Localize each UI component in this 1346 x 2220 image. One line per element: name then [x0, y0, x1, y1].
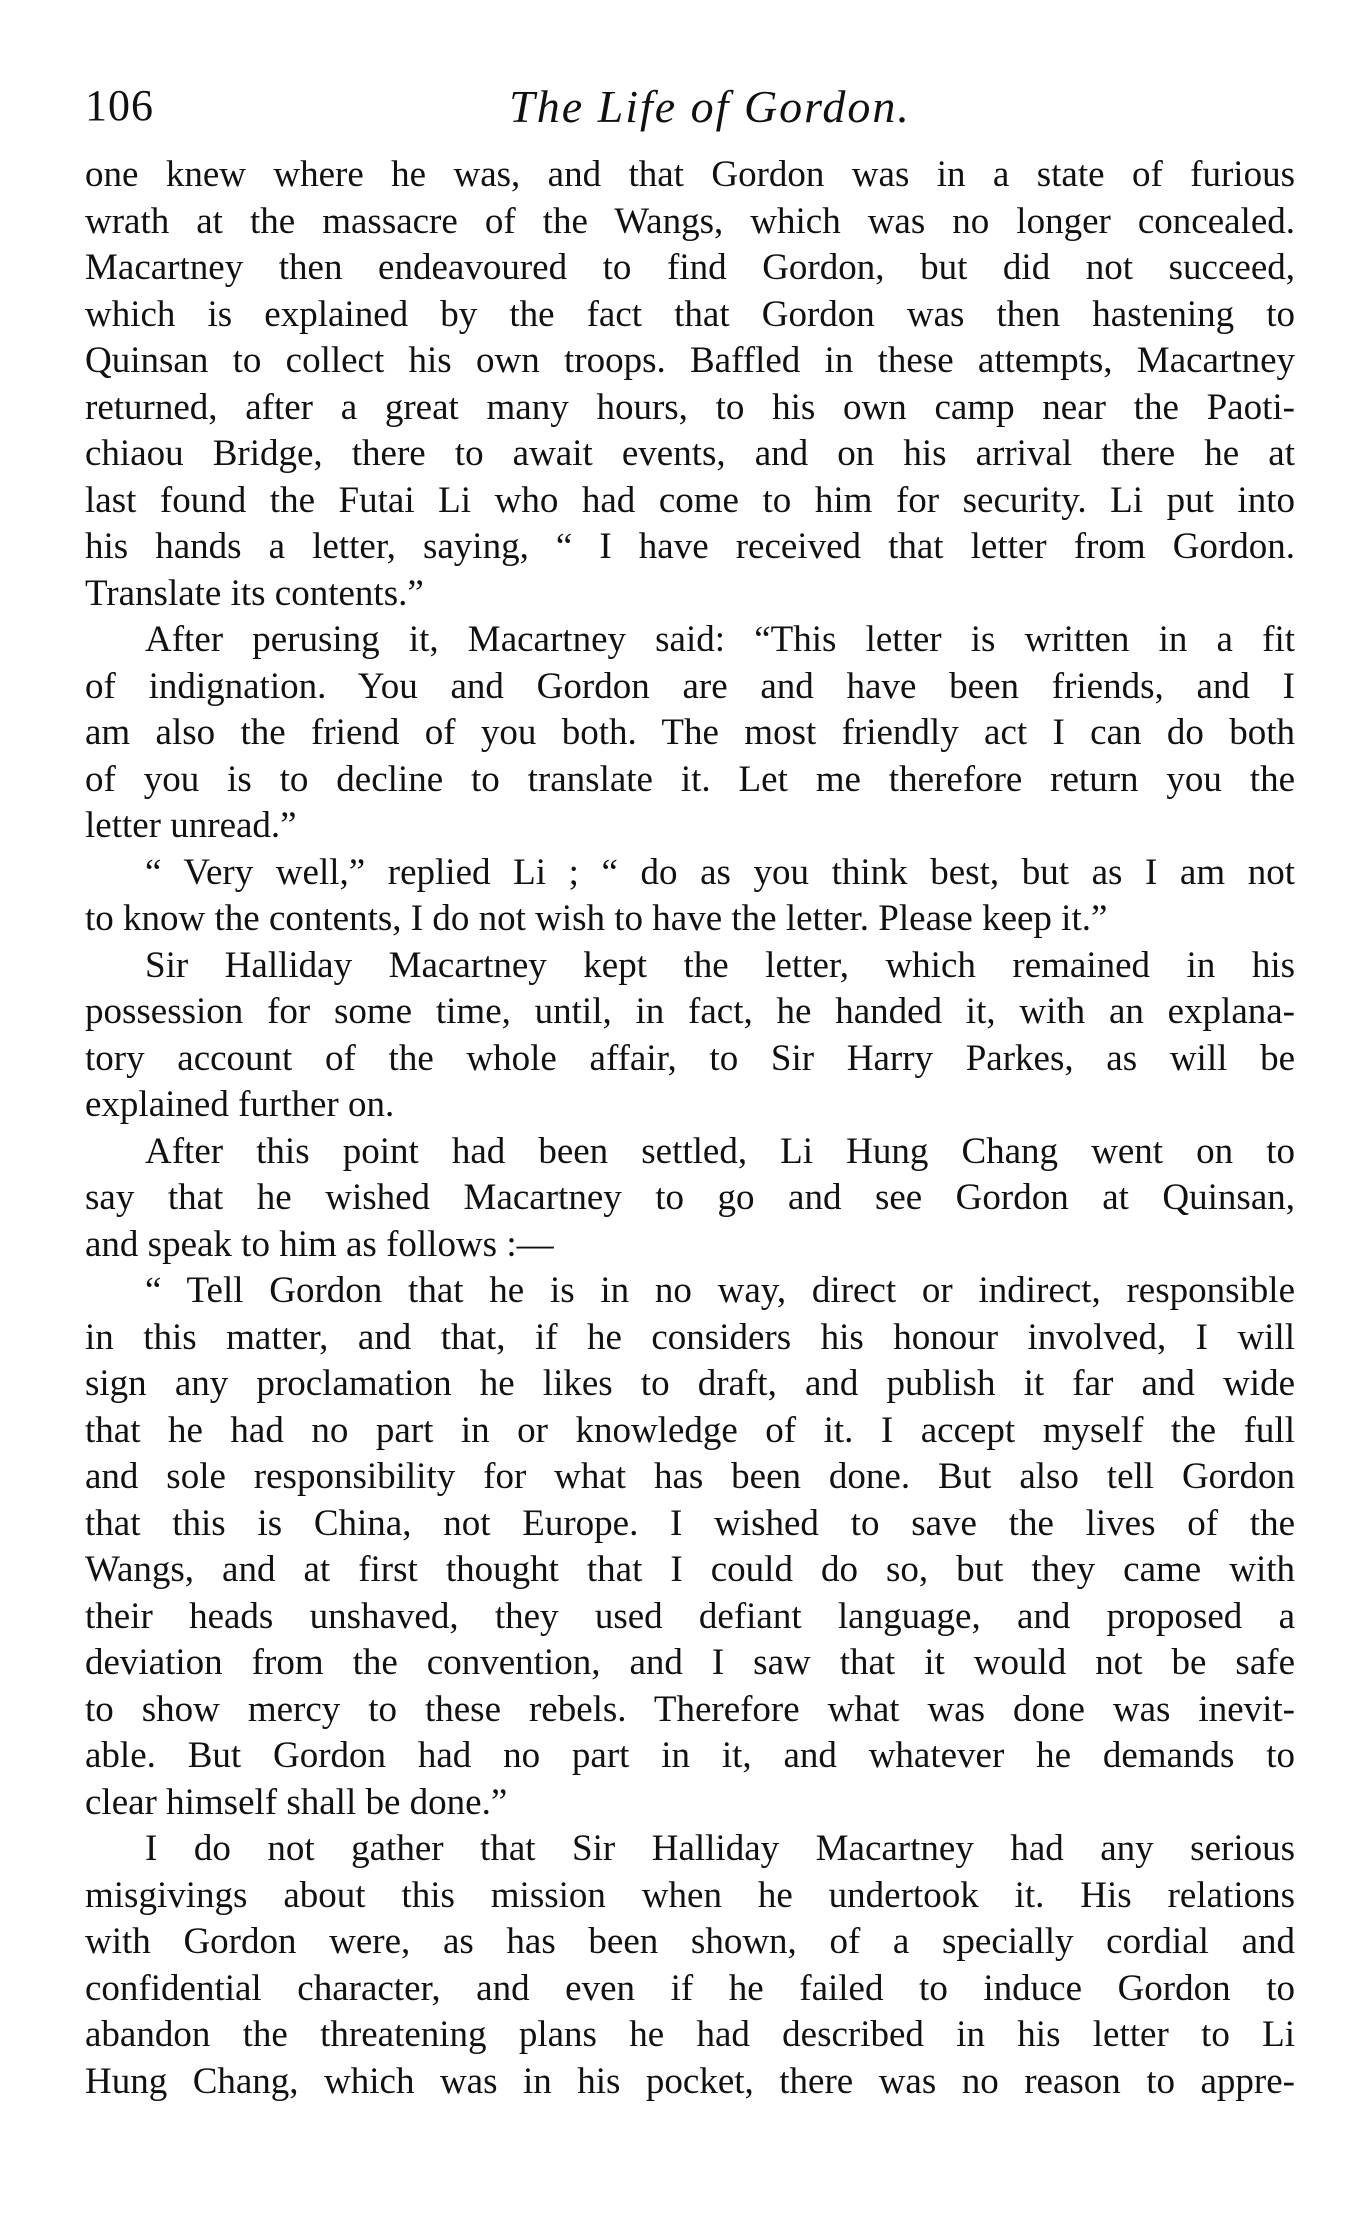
body-text: [85, 152, 1295, 2105]
text-line: chiaou Bridge, there to await events, and on his arrival there he at: [85, 433, 1295, 474]
text-line: I do not gather that Sir Halliday Macartney had any serious: [145, 1828, 1295, 1869]
paragraph: [85, 617, 1295, 850]
running-title: The Life of Gordon.: [509, 81, 911, 132]
text-line: which is explained by the fact that Gordon was then hastening to: [85, 293, 1295, 335]
text-line: wrath at the massacre of the Wangs, which was no longer concealed.: [85, 200, 1295, 242]
text-line: “ Tell Gordon that he is in no way, direct or indirect, responsible: [145, 1270, 1295, 1311]
text-line: letter unread.”: [85, 805, 297, 846]
text-line: tory account of the whole affair, to Sir Harry Parkes, as will be: [85, 1037, 1295, 1079]
text-line: confidential character, and even if he failed to induce Gordon to: [85, 1967, 1295, 2009]
text-line: Quinsan to collect his own troops. Baffled in these attempts, Macartney: [85, 340, 1295, 381]
text-line: possession for some time, until, in fact, he handed it, with an explana-: [85, 991, 1295, 1032]
paragraph: [85, 1129, 1295, 1269]
text-line: and speak to him as follows :—: [85, 1223, 554, 1265]
text-line: Translate its contents.”: [85, 572, 424, 614]
text-line: that this is China, not Europe. I wished to save the lives of the: [85, 1502, 1295, 1544]
text-line: explained further on.: [85, 1084, 395, 1125]
text-line: of you is to decline to translate it. Let me therefore return you the: [85, 758, 1295, 800]
text-line: able. But Gordon had no part in it, and whatever he demands to: [85, 1735, 1295, 1776]
paragraph: [85, 1268, 1295, 1826]
text-line: deviation from the convention, and I saw that it would not be safe: [85, 1642, 1295, 1683]
text-line: that he had no part in or knowledge of it. I accept myself the full: [85, 1409, 1295, 1451]
text-line: in this matter, and that, if he considers his honour involved, I will: [85, 1316, 1295, 1358]
book-page: [85, 70, 1295, 2105]
text-line: and sole responsibility for what has been done. But also tell Gordon: [85, 1456, 1295, 1497]
text-line: say that he wished Macartney to go and see Gordon at Quinsan,: [85, 1177, 1295, 1218]
text-line: After this point had been settled, Li Hung Chang went on to: [145, 1130, 1295, 1172]
paragraph: [85, 850, 1295, 943]
text-line: of indignation. You and Gordon are and have been friends, and I: [85, 665, 1295, 707]
text-line: Sir Halliday Macartney kept the letter, which remained in his: [145, 944, 1295, 986]
page-number: 106: [85, 81, 154, 130]
text-line: with Gordon were, as has been shown, of a specially cordial and: [85, 1921, 1295, 1962]
text-line: Hung Chang, which was in his pocket, there was no reason to appre-: [85, 2060, 1295, 2102]
text-line: After perusing it, Macartney said: “This letter is written in a fit: [145, 619, 1295, 660]
paragraph: [85, 1826, 1295, 2105]
text-line: Macartney then endeavoured to find Gordon, but did not succeed,: [85, 247, 1295, 288]
text-line: “ Very well,” replied Li ; “ do as you think best, but as I am not: [145, 851, 1295, 893]
text-line: to know the contents, I do not wish to have the letter. Please keep it.”: [85, 898, 1108, 939]
text-line: abandon the threatening plans he had described in his letter to Li: [85, 2014, 1295, 2055]
text-line: his hands a letter, saying, “ I have received that letter from Gordon.: [85, 526, 1295, 567]
text-line: to show mercy to these rebels. Therefore what was done was inevit-: [85, 1688, 1295, 1730]
text-line: their heads unshaved, they used defiant language, and proposed a: [85, 1595, 1295, 1637]
text-line: am also the friend of you both. The most friendly act I can do both: [85, 712, 1295, 753]
text-line: Wangs, and at first thought that I could do so, but they came with: [85, 1549, 1295, 1590]
text-line: last found the Futai Li who had come to him for security. Li put into: [85, 479, 1295, 521]
text-line: sign any proclamation he likes to draft, and publish it far and wide: [85, 1363, 1295, 1404]
text-line: clear himself shall be done.”: [85, 1781, 508, 1823]
paragraph: [85, 943, 1295, 1129]
text-line: misgivings about this mission when he undertook it. His relations: [85, 1874, 1295, 1916]
page-header: [85, 70, 1295, 150]
text-line: one knew where he was, and that Gordon was in a state of furious: [85, 154, 1295, 195]
paragraph: [85, 152, 1295, 617]
text-line: returned, after a great many hours, to his own camp near the Paoti-: [85, 386, 1295, 428]
